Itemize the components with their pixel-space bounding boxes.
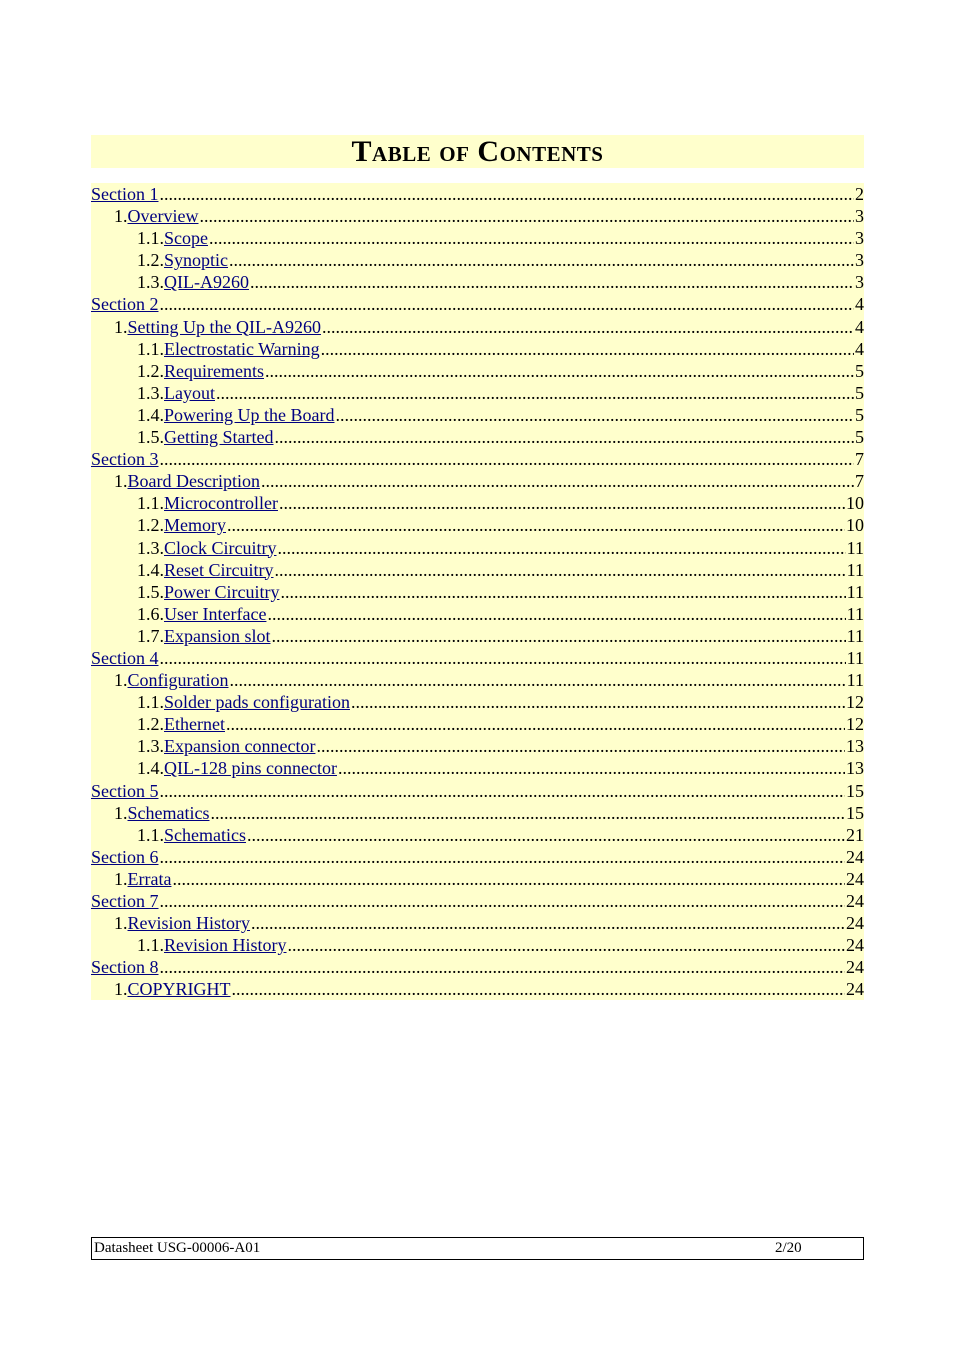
toc-dot-leader xyxy=(160,846,846,868)
toc-entry-link[interactable]: Revision History xyxy=(164,935,287,956)
toc-entry-number: 1.1. xyxy=(137,935,164,956)
toc-entry xyxy=(91,514,864,536)
toc-entry-link[interactable]: Configuration xyxy=(127,670,229,691)
toc-entry-number: 1.6. xyxy=(137,603,164,624)
toc-entry-link[interactable]: Powering Up the Board xyxy=(164,404,335,425)
toc-dot-leader xyxy=(160,183,855,205)
toc-entry xyxy=(91,934,864,956)
toc-entry xyxy=(91,470,864,492)
toc-entry xyxy=(91,713,864,735)
toc-entry-link[interactable]: Section 3 xyxy=(91,449,159,470)
toc-entry-link[interactable]: Section 6 xyxy=(91,846,159,867)
toc-entry xyxy=(91,824,864,846)
toc-entry xyxy=(91,802,864,824)
toc-dot-leader xyxy=(229,249,854,271)
toc-dot-leader xyxy=(288,934,845,956)
toc-entry-link[interactable]: Power Circuitry xyxy=(164,581,280,602)
toc-entry xyxy=(91,647,864,669)
table-of-contents xyxy=(91,183,864,1000)
toc-entry-link[interactable]: Ethernet xyxy=(164,714,225,735)
toc-entry-number: 1. xyxy=(114,316,128,337)
toc-entry xyxy=(91,205,864,227)
toc-entry-link[interactable]: COPYRIGHT xyxy=(127,979,231,1000)
toc-dot-leader xyxy=(247,824,845,846)
toc-entry-page: 5 xyxy=(855,427,864,448)
toc-entry-link[interactable]: Board Description xyxy=(127,471,260,492)
toc-dot-leader xyxy=(160,647,846,669)
toc-entry-number: 1. xyxy=(114,868,128,889)
toc-entry-page: 11 xyxy=(846,581,864,602)
toc-entry-page: 11 xyxy=(846,603,864,624)
toc-dot-leader xyxy=(338,757,845,779)
toc-dot-leader xyxy=(251,912,845,934)
toc-entry-link[interactable]: Expansion slot xyxy=(164,625,271,646)
toc-entry-page: 3 xyxy=(855,250,864,271)
toc-dot-leader xyxy=(209,227,854,249)
toc-entry-page: 11 xyxy=(846,625,864,646)
toc-entry-page: 13 xyxy=(846,736,864,757)
toc-dot-leader xyxy=(160,956,846,978)
toc-entry-link[interactable]: Section 8 xyxy=(91,957,159,978)
toc-entry-link[interactable]: Schematics xyxy=(127,802,210,823)
toc-entry-link[interactable]: Section 4 xyxy=(91,647,159,668)
toc-entry xyxy=(91,625,864,647)
toc-entry xyxy=(91,316,864,338)
toc-entry xyxy=(91,581,864,603)
toc-entry xyxy=(91,691,864,713)
toc-entry xyxy=(91,183,864,205)
toc-dot-leader xyxy=(261,470,854,492)
toc-entry xyxy=(91,868,864,890)
toc-entry-link[interactable]: Expansion connector xyxy=(164,736,316,757)
toc-entry-link[interactable]: Section 1 xyxy=(91,184,159,204)
toc-entry-link[interactable]: Requirements xyxy=(164,360,264,381)
toc-entry-link[interactable]: Synoptic xyxy=(164,250,229,271)
toc-dot-leader xyxy=(277,537,845,559)
toc-dot-leader xyxy=(335,404,854,426)
toc-dot-leader xyxy=(322,316,854,338)
toc-entry-page: 15 xyxy=(846,780,864,801)
toc-entry-page: 7 xyxy=(855,471,864,492)
toc-entry-page: 13 xyxy=(846,758,864,779)
toc-dot-leader xyxy=(160,448,855,470)
toc-dot-leader xyxy=(351,691,845,713)
toc-entry xyxy=(91,404,864,426)
toc-entry-page: 3 xyxy=(855,206,864,227)
toc-entry-page: 5 xyxy=(855,360,864,381)
toc-entry-page: 7 xyxy=(855,449,864,470)
toc-entry-link[interactable]: Scope xyxy=(164,228,208,249)
toc-entry-page: 11 xyxy=(846,537,864,558)
toc-entry xyxy=(91,978,864,1000)
toc-entry-page: 10 xyxy=(846,515,864,536)
toc-entry-link[interactable]: Clock Circuitry xyxy=(164,537,277,558)
footer-page-number: 2/20 xyxy=(775,1240,802,1256)
toc-entry-page: 4 xyxy=(855,316,864,337)
toc-entry-link[interactable]: Solder pads configuration xyxy=(164,692,350,713)
toc-entry-page: 4 xyxy=(855,338,864,359)
toc-entry-link[interactable]: Overview xyxy=(127,206,199,227)
toc-entry-number: 1. xyxy=(114,670,128,691)
toc-entry-number: 1. xyxy=(114,471,128,492)
toc-entry-number: 1. xyxy=(114,802,128,823)
toc-entry-page: 24 xyxy=(846,913,864,934)
toc-entry-page: 11 xyxy=(846,670,864,691)
toc-entry-page: 24 xyxy=(846,868,864,889)
toc-entry-page: 24 xyxy=(846,891,864,911)
toc-entry-page: 24 xyxy=(846,957,864,978)
toc-title-band xyxy=(91,135,864,168)
toc-entry-number: 1.1. xyxy=(137,493,164,514)
toc-entry xyxy=(91,492,864,514)
toc-entry xyxy=(91,293,864,315)
toc-entry-number: 1.3. xyxy=(137,736,164,757)
toc-entry-number: 1.2. xyxy=(137,714,164,735)
toc-entry xyxy=(91,227,864,249)
toc-entry xyxy=(91,426,864,448)
toc-entry-link[interactable]: Reset Circuitry xyxy=(164,559,274,580)
toc-entry-number: 1.5. xyxy=(137,581,164,602)
toc-entry-number: 1. xyxy=(114,913,128,934)
toc-entry-link[interactable]: Setting Up the QIL-A9260 xyxy=(127,316,321,337)
toc-entry-number: 1.1. xyxy=(137,228,164,249)
toc-entry xyxy=(91,669,864,691)
toc-entry xyxy=(91,603,864,625)
toc-entry-link[interactable]: Layout xyxy=(164,382,215,403)
toc-dot-leader xyxy=(250,271,854,293)
toc-entry xyxy=(91,360,864,382)
toc-entry-link[interactable]: Section 5 xyxy=(91,780,159,801)
toc-dot-leader xyxy=(227,514,845,536)
toc-entry-number: 1.2. xyxy=(137,250,164,271)
toc-dot-leader xyxy=(160,780,846,802)
toc-entry-link[interactable]: Microcontroller xyxy=(164,493,278,514)
toc-entry xyxy=(91,912,864,934)
toc-entry-page: 12 xyxy=(846,714,864,735)
toc-dot-leader xyxy=(226,713,845,735)
toc-entry-number: 1.3. xyxy=(137,537,164,558)
toc-entry-number: 1.2. xyxy=(137,515,164,536)
toc-entry-page: 4 xyxy=(855,294,864,315)
toc-entry-link[interactable]: Section 2 xyxy=(91,294,159,315)
toc-dot-leader xyxy=(160,293,855,315)
toc-entry xyxy=(91,956,864,978)
toc-dot-leader xyxy=(210,802,845,824)
toc-entry-page: 5 xyxy=(855,382,864,403)
toc-entry-page: 11 xyxy=(846,559,864,580)
toc-entry-link[interactable]: Schematics xyxy=(164,824,246,845)
toc-entry-link[interactable]: Memory xyxy=(164,515,226,536)
toc-dot-leader xyxy=(272,625,846,647)
toc-entry-number: 1.5. xyxy=(137,427,164,448)
toc-entry-number: 1. xyxy=(114,979,128,1000)
toc-dot-leader xyxy=(160,890,846,912)
toc-dot-leader xyxy=(199,205,854,227)
toc-dot-leader xyxy=(280,581,845,603)
toc-entry xyxy=(91,271,864,293)
toc-entry xyxy=(91,249,864,271)
toc-dot-leader xyxy=(274,559,845,581)
footer-document-id: Datasheet USG-00006-A01 xyxy=(94,1240,261,1256)
toc-entry xyxy=(91,890,864,912)
toc-entry xyxy=(91,735,864,757)
toc-entry-page: 3 xyxy=(855,272,864,293)
toc-dot-leader xyxy=(232,978,845,1000)
toc-entry xyxy=(91,382,864,404)
toc-entry-link[interactable]: Revision History xyxy=(127,913,251,934)
toc-entry-number: 1. xyxy=(114,206,128,227)
toc-entry-page: 11 xyxy=(846,647,864,668)
toc-entry-number: 1.4. xyxy=(137,404,164,425)
toc-dot-leader xyxy=(265,360,854,382)
toc-dot-leader xyxy=(172,868,845,890)
toc-entry-number: 1.3. xyxy=(137,382,164,403)
toc-dot-leader xyxy=(321,338,854,360)
toc-entry-number: 1.7. xyxy=(137,625,164,646)
toc-entry xyxy=(91,559,864,581)
toc-entry-page: 5 xyxy=(855,404,864,425)
toc-entry-number: 1.4. xyxy=(137,758,164,779)
toc-entry-link[interactable]: Electrostatic Warning xyxy=(164,338,320,359)
toc-entry-link[interactable]: Section 7 xyxy=(91,891,159,911)
toc-entry-page: 24 xyxy=(846,935,864,956)
toc-dot-leader xyxy=(274,426,854,448)
page-title: Table of Contents xyxy=(351,135,604,168)
toc-entry xyxy=(91,537,864,559)
toc-entry-link[interactable]: Errata xyxy=(127,868,172,889)
toc-dot-leader xyxy=(230,669,846,691)
toc-entry-number: 1.4. xyxy=(137,559,164,580)
toc-entry xyxy=(91,448,864,470)
toc-dot-leader xyxy=(316,735,845,757)
toc-entry-page: 3 xyxy=(855,228,864,249)
toc-entry-page: 21 xyxy=(846,824,864,845)
toc-entry-number: 1.1. xyxy=(137,338,164,359)
toc-entry-number: 1.3. xyxy=(137,272,164,293)
toc-entry xyxy=(91,846,864,868)
toc-dot-leader xyxy=(267,603,845,625)
toc-entry-link[interactable]: Getting Started xyxy=(164,427,274,448)
toc-entry-number: 1.2. xyxy=(137,360,164,381)
toc-entry-page: 2 xyxy=(855,184,864,204)
toc-entry xyxy=(91,757,864,779)
toc-entry-number: 1.1. xyxy=(137,692,164,713)
toc-entry-link[interactable]: QIL-128 pins connector xyxy=(164,758,337,779)
toc-dot-leader xyxy=(216,382,854,404)
toc-entry-page: 10 xyxy=(846,493,864,514)
toc-entry xyxy=(91,780,864,802)
toc-entry-number: 1.1. xyxy=(137,824,164,845)
toc-entry-page: 24 xyxy=(846,979,864,1000)
toc-entry xyxy=(91,338,864,360)
toc-entry-link[interactable]: User Interface xyxy=(164,603,267,624)
toc-entry-link[interactable]: QIL-A9260 xyxy=(164,272,249,293)
toc-entry-page: 24 xyxy=(846,846,864,867)
toc-entry-page: 15 xyxy=(846,802,864,823)
toc-dot-leader xyxy=(279,492,845,514)
toc-entry-page: 12 xyxy=(846,692,864,713)
page-footer xyxy=(91,1237,864,1260)
